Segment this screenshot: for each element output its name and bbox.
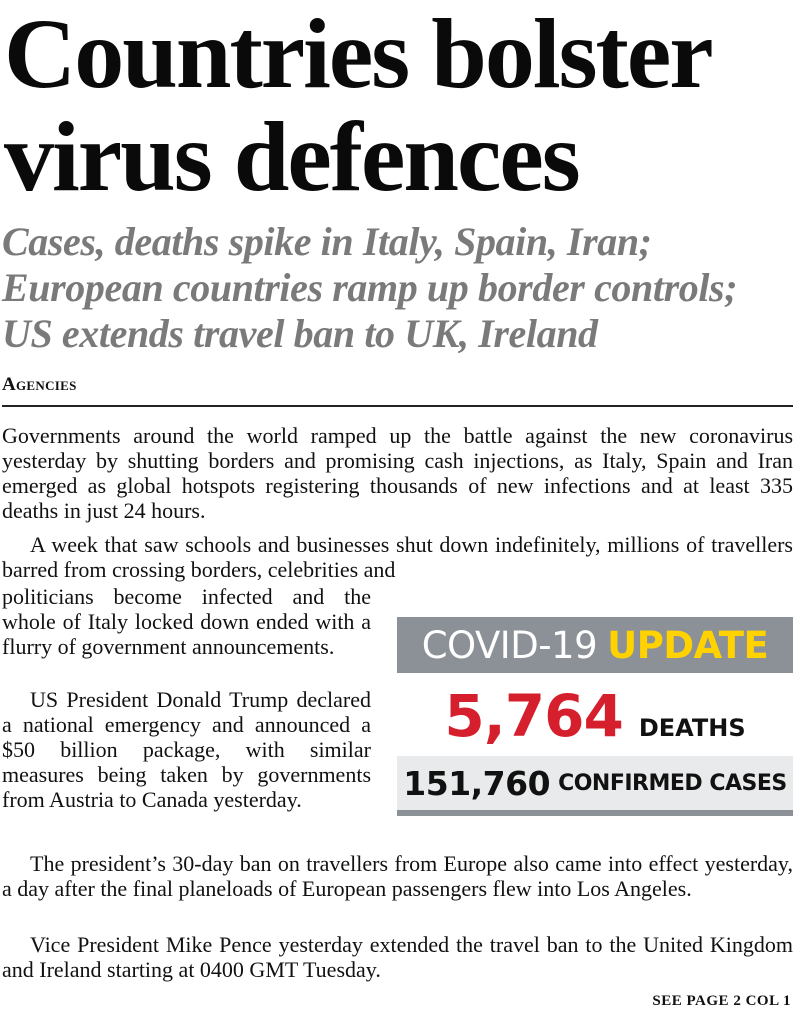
cases-count: 151,760: [403, 763, 551, 803]
deaths-label: DEATHS: [638, 714, 746, 742]
deaths-stat: [397, 682, 793, 752]
cases-label: CONFIRMED CASES: [558, 770, 787, 796]
covid-box-bottom-bar: [397, 810, 793, 816]
covid-update-header: [397, 617, 793, 673]
article-paragraph-1: Governments around the world ramped up the battle against the new coronavirus yesterday by shutting borders and promising cash injections, as Italy, Spain and Iran emerged as global hotspots registering thousands of new infections and at least 335 deaths in just 24 hours.: [2, 423, 793, 523]
byline: Agencies: [2, 374, 77, 395]
byline-divider: [2, 405, 793, 407]
article-paragraph-5: Vice President Mike Pence yesterday extended the travel ban to the United Kingdom and Ireland starting at 0400 GMT Tuesday.: [2, 932, 793, 982]
deck-subheadline: Cases, deaths spike in Italy, Spain, Iran; European countries ramp up border controls; US extends travel ban to UK, Ireland: [2, 219, 738, 356]
article-paragraph-4: The president’s 30-day ban on travellers from Europe also came into effect yesterday, a day after the final planeloads of European passengers flew into Los Angeles.: [2, 851, 793, 901]
deaths-count: 5,764: [444, 682, 623, 750]
covid-update-label: UPDATE: [607, 623, 769, 667]
continuation-jump: SEE PAGE 2 COL 1: [652, 993, 791, 1009]
article-paragraph-2-continued: politicians become infected and the whole of Italy locked down ended with a flurry of government announcements.: [2, 584, 371, 659]
headline: Countries bolster virus defences: [4, 0, 710, 212]
cases-stat: [397, 756, 793, 810]
article-paragraph-3: US President Donald Trump declared a national emergency and announced a $50 billion package, with similar measures being taken by governments from Austria to Canada yesterday.: [2, 687, 371, 812]
covid-title: COVID-19: [421, 623, 598, 667]
article-paragraph-2: A week that saw schools and businesses shut down indefinitely, millions of travellers barred from crossing borders, celebrities and: [2, 532, 793, 582]
